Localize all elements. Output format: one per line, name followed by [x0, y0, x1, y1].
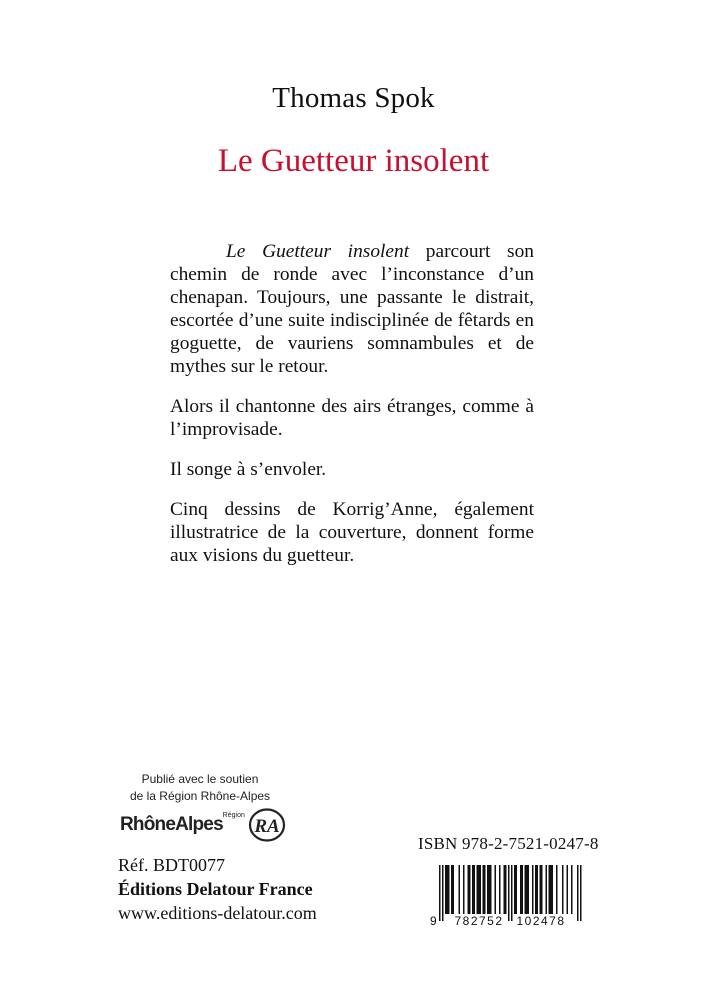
- barcode-bar: [478, 865, 480, 914]
- barcode-lead-digit: 9: [430, 914, 437, 928]
- barcode-bar: [480, 865, 482, 914]
- barcode-bar: [499, 865, 501, 914]
- barcode-bar: [552, 865, 554, 914]
- barcode-bar: [483, 865, 485, 914]
- barcode-bar: [580, 865, 582, 921]
- barcode-bar: [448, 865, 450, 914]
- barcode-bar: [474, 865, 476, 914]
- barcode-bar: [484, 865, 486, 914]
- barcode-bar: [487, 865, 489, 914]
- barcode-bar: [567, 865, 569, 914]
- barcode-bar: [468, 865, 470, 914]
- barcode-bar: [522, 865, 524, 914]
- isbn-number: ISBN 978-2-7521-0247-8: [418, 834, 599, 853]
- barcode-bar: [577, 865, 579, 921]
- barcode-digits-left: 782752: [454, 914, 504, 928]
- barcode-bar: [556, 865, 558, 914]
- author-name: Thomas Spok: [272, 82, 435, 114]
- barcode-bar: [459, 865, 461, 914]
- barcode-bar: [520, 865, 522, 914]
- barcode-bar: [546, 865, 548, 914]
- barcode-digits-right: 102478: [516, 914, 566, 928]
- support-notice: [110, 771, 290, 805]
- barcode-bar: [445, 865, 447, 914]
- barcode-bar: [490, 865, 492, 914]
- publisher-info: [118, 853, 317, 925]
- barcode-bar: [562, 865, 564, 914]
- barcode-bar: [541, 865, 543, 914]
- barcode-bar: [571, 865, 573, 914]
- barcode-bar: [526, 865, 528, 914]
- region-logo-name: RhôneAlpes: [120, 814, 223, 835]
- barcode-bar: [453, 865, 455, 914]
- barcode-bar: [525, 865, 527, 914]
- blurb-paragraph-3: Il songe à s’envoler.: [170, 459, 327, 480]
- barcode-bar: [516, 865, 518, 914]
- blurb-paragraph-1: [170, 240, 534, 378]
- barcode-bar: [451, 865, 453, 914]
- barcode-bar: [439, 865, 441, 921]
- barcode-bar: [535, 865, 537, 914]
- barcode-bar: [442, 865, 444, 921]
- barcode-bar: [537, 865, 539, 914]
- blurb-paragraph-1-text: parcourt son chemin de ronde avec l’inconstance d’un chenapan. Toujours, une passante le distrait, escortée d’une suite indisciplinée de fêtards en goguette, de vauriens somnambules et de mythes sur le retour.: [170, 241, 534, 377]
- blurb-paragraph-4: Cinq dessins de Korrig’Anne, également illustratrice de la couverture, donnent forme aux visions du guetteur.: [170, 499, 534, 566]
- support-line-1: Publié avec le soutien: [141, 772, 259, 786]
- barcode-bar: [477, 865, 479, 914]
- barcode-bar: [550, 865, 552, 914]
- barcode-bar: [540, 865, 542, 914]
- barcode-bar: [532, 865, 534, 914]
- blurb-title-italic: Le Guetteur insolent: [226, 241, 410, 262]
- barcode-bar: [528, 865, 530, 914]
- barcode-bar: [505, 865, 507, 914]
- barcode-bar: [469, 865, 471, 914]
- barcode-bar: [495, 865, 497, 914]
- barcode-bars: [439, 865, 582, 921]
- barcode-bar: [549, 865, 551, 914]
- barcode-bar: [511, 865, 513, 921]
- barcode-bar: [489, 865, 491, 914]
- barcode-bar: [514, 865, 516, 914]
- publisher-website: www.editions-delatour.com: [118, 903, 317, 923]
- isbn-barcode: [426, 863, 588, 928]
- barcode-bar: [508, 865, 510, 921]
- barcode-bar: [463, 865, 465, 914]
- barcode-bar: [472, 865, 474, 914]
- publisher-name: Éditions Delatour France: [118, 879, 313, 899]
- blurb-paragraph-2: Alors il chantonne des airs étranges, comme à l’improvisade.: [170, 396, 534, 440]
- region-logo-wordmark: [120, 812, 245, 836]
- barcode-bar: [447, 865, 449, 914]
- reference-number: Réf. BDT0077: [118, 855, 225, 875]
- region-ra-emblem-text: RA: [254, 816, 280, 837]
- region-logo-small-label: Région: [222, 812, 245, 819]
- back-cover-blurb: [170, 240, 534, 584]
- region-ra-emblem-icon: [247, 807, 287, 843]
- book-title: Le Guetteur insolent: [217, 143, 490, 179]
- region-rhone-alpes-logo: [120, 807, 287, 843]
- support-line-2: de la Région Rhône-Alpes: [129, 789, 271, 803]
- barcode-bar: [504, 865, 506, 914]
